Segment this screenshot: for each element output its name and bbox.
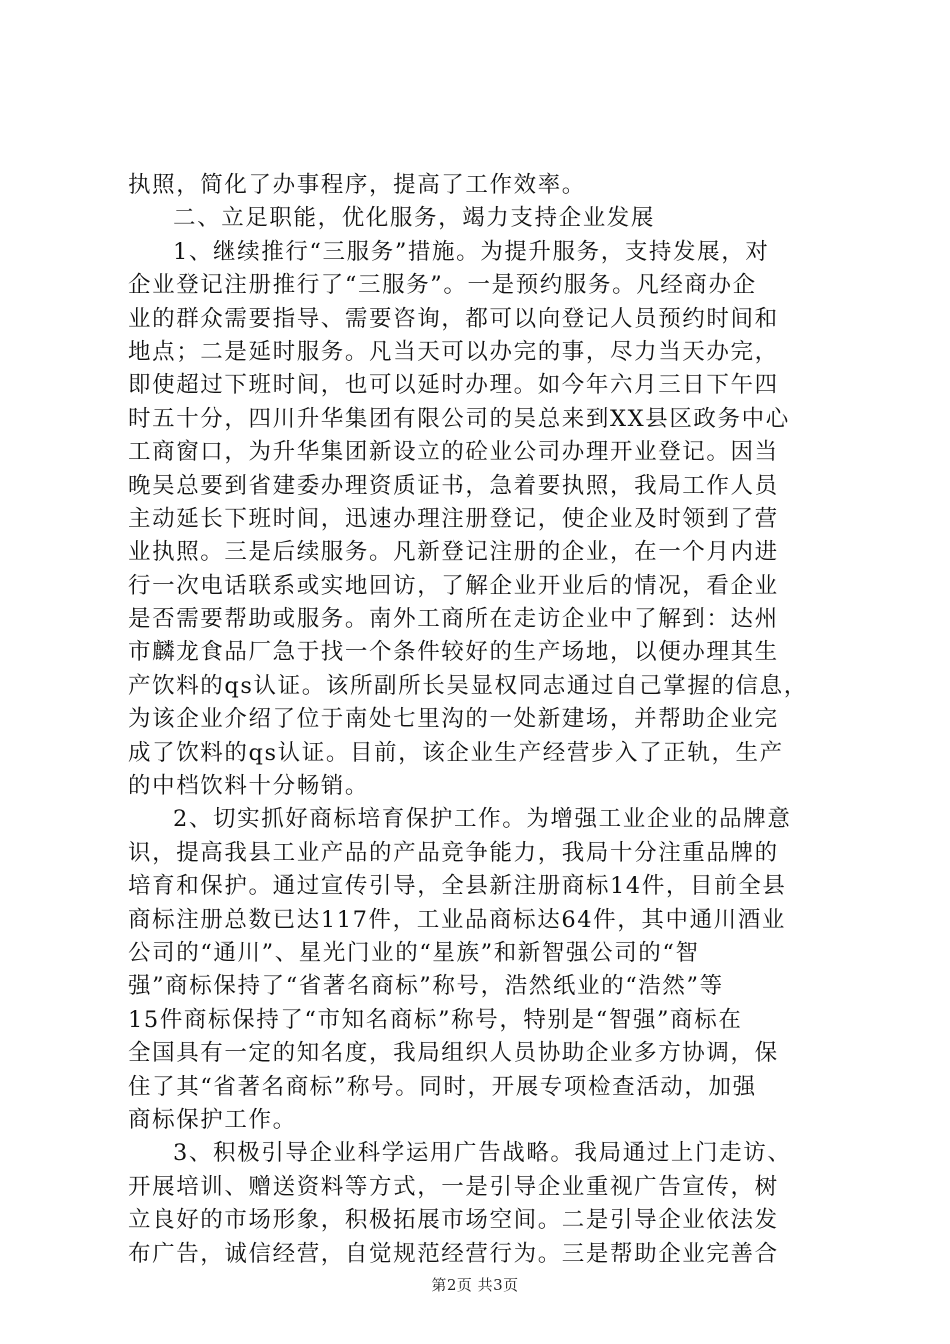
text-line: 地点；二是延时服务。凡当天可以办完的事，尽力当天办完， xyxy=(128,338,779,365)
text-line: 商标保护工作。 xyxy=(128,1106,297,1133)
text-line: 强”商标保持了“省著名商标”称号，浩然纸业的“浩然”等 xyxy=(128,973,724,1000)
text-line: 业执照。三是后续服务。凡新登记注册的企业，在一个月内进 xyxy=(128,539,779,566)
text-line: 15件商标保持了“市知名商标”称号，特别是“智强”商标在 xyxy=(128,1006,743,1033)
text-line: 布广告，诚信经营，自觉规范经营行为。三是帮助企业完善合 xyxy=(128,1240,779,1267)
text-line: 二、立足职能，优化服务，竭力支持企业发展 xyxy=(173,205,656,232)
text-line: 3、积极引导企业科学运用广告战略。我局通过上门走访、 xyxy=(173,1140,792,1167)
text-line: 产饮料的qs认证。该所副所长吴显权同志通过自己掌握的信息， xyxy=(128,672,808,699)
text-line: 工商窗口，为升华集团新设立的砼业公司办理开业登记。因当 xyxy=(128,439,779,466)
text-line: 企业登记注册推行了“三服务”。一是预约服务。凡经商办企 xyxy=(128,272,757,299)
text-line: 立良好的市场形象，积极拓展市场空间。二是引导企业依法发 xyxy=(128,1207,779,1234)
text-line: 时五十分，四川升华集团有限公司的吴总来到XX县区政务中心 xyxy=(128,405,790,432)
text-line: 的中档饮料十分畅销。 xyxy=(128,773,370,800)
text-line: 晚吴总要到省建委办理资质证书，急着要执照，我局工作人员 xyxy=(128,472,779,499)
text-line: 即使超过下班时间，也可以延时办理。如今年六月三日下午四 xyxy=(128,372,779,399)
text-line: 商标注册总数已达117件，工业品商标达64件，其中通川酒业 xyxy=(128,906,786,933)
text-line: 开展培训、赠送资料等方式，一是引导企业重视广告宣传，树 xyxy=(128,1173,779,1200)
text-line: 执照，简化了办事程序，提高了工作效率。 xyxy=(128,172,586,198)
text-line: 成了饮料的qs认证。目前，该企业生产经营步入了正轨，生产 xyxy=(128,739,784,766)
text-line: 培育和保护。通过宣传引导，全县新注册商标14件，目前全县 xyxy=(128,873,787,900)
text-line: 公司的“通川”、星光门业的“星族”和新智强公司的“智 xyxy=(128,939,700,966)
text-line: 为该企业介绍了位于南处七里沟的一处新建场，并帮助企业完 xyxy=(128,706,779,733)
body-text xyxy=(128,169,828,1271)
text-line: 2、切实抓好商标培育保护工作。为增强工业企业的品牌意 xyxy=(173,806,792,833)
text-line: 行一次电话联系或实地回访，了解企业开业后的情况，看企业 xyxy=(128,572,779,599)
text-line: 主动延长下班时间，迅速办理注册登记，使企业及时领到了营 xyxy=(128,505,779,532)
text-line: 业的群众需要指导、需要咨询，都可以向登记人员预约时间和 xyxy=(128,305,779,332)
text-line: 住了其“省著名商标”称号。同时，开展专项检查活动，加强 xyxy=(128,1073,757,1100)
text-line: 市麟龙食品厂急于找一个条件较好的生产场地，以便办理其生 xyxy=(128,639,779,666)
text-line: 识，提高我县工业产品的产品竞争能力，我局十分注重品牌的 xyxy=(128,839,779,866)
page-footer: 第2页 共3页 xyxy=(431,1276,519,1294)
text-line: 1、继续推行“三服务”措施。为提升服务，支持发展，对 xyxy=(173,238,770,265)
text-line: 全国具有一定的知名度，我局组织人员协助企业多方协调，保 xyxy=(128,1040,779,1067)
text-line: 是否需要帮助或服务。南外工商所在走访企业中了解到：达州 xyxy=(128,606,779,633)
